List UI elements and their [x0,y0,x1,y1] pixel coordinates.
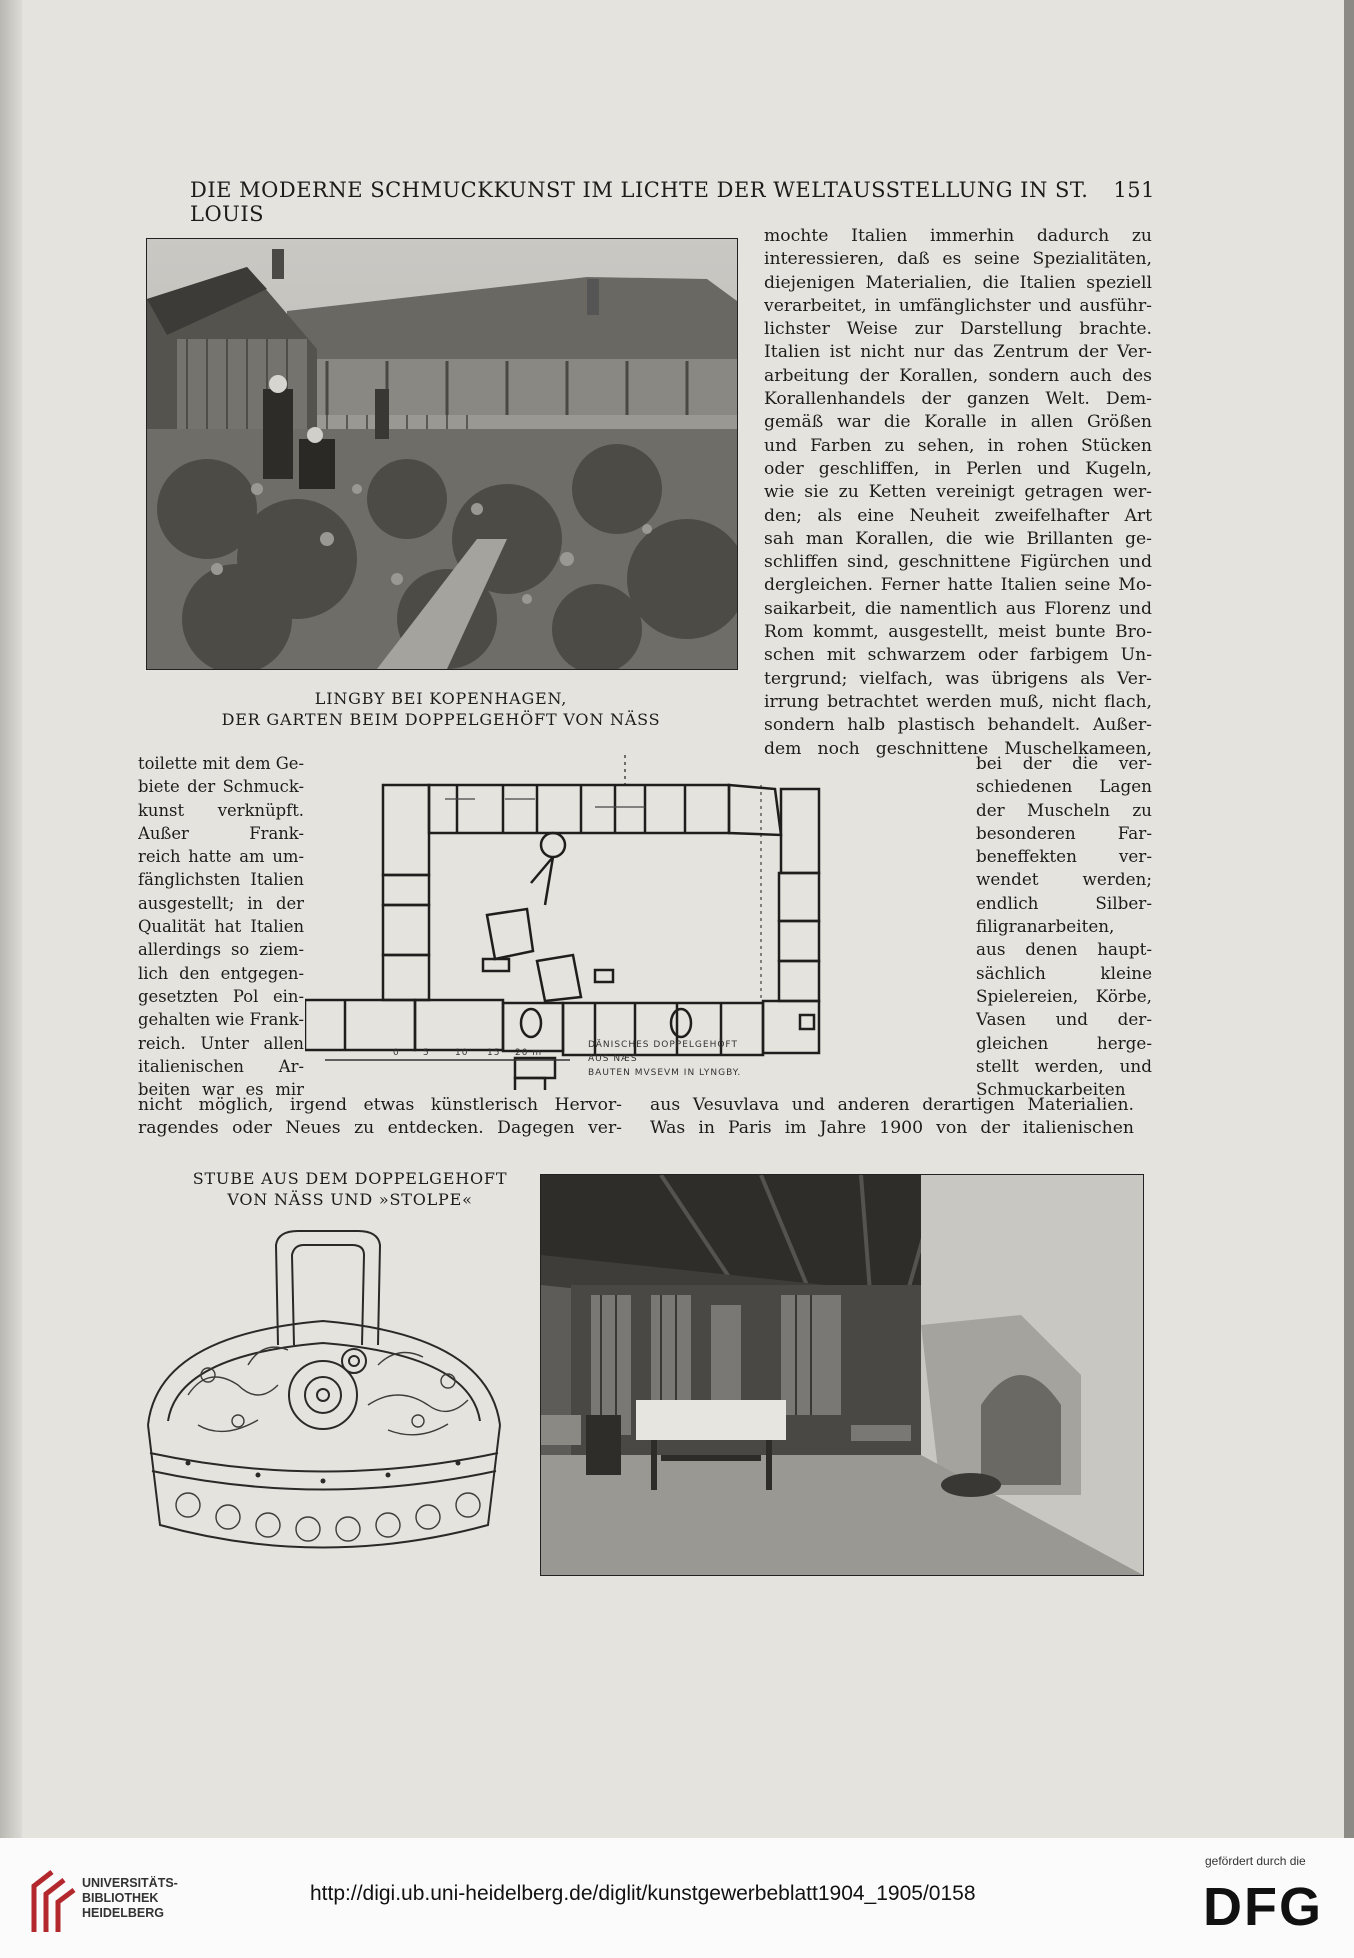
university-library-logo-icon [30,1866,76,1936]
page-edge [1344,0,1354,1838]
scale-tick: 15 [487,1048,501,1058]
text-line: beneffekten ver- [976,846,1152,867]
text-line: tergrund; vielfach, was übrigens als Ver- [764,668,1152,689]
text-line: endlich Silber- [976,892,1152,913]
text-line: allerdings so ziem- [138,940,304,960]
bottom-right-text [650,1094,1134,1141]
dfg-logo: DFG [1203,1877,1323,1937]
text-line: diejenigen Materialien, die Italien speziell [764,272,1152,293]
scale-tick: 5 [423,1048,430,1058]
text-line: bei der die ver- [976,753,1152,773]
text-line: Außer Frank- [138,823,304,843]
interior-photo-image [541,1175,1143,1575]
text-line: gleichen herge- [976,1032,1152,1053]
text-line: biete der Schmuck- [138,777,304,797]
text-line: reich. Unter allen [138,1033,304,1053]
stolpe-box-illustration [128,1225,518,1565]
bottom-left-text [138,1094,622,1141]
text-line: lichster Weise zur Darstellung brachte. [764,319,1152,340]
text-line: schiedenen Lagen [976,776,1152,797]
scale-tick: 10 [455,1048,469,1058]
page-spine-shadow [0,0,22,1838]
text-line: fänglichsten Italien [138,870,304,890]
text-line: mochte Italien immerhin dadurch zu [764,226,1152,246]
garden-caption-line: LINGBY BEI KOPENHAGEN, [314,689,568,708]
garden-photo-image [147,239,737,669]
running-header [190,178,1155,226]
stube-caption-line: VON NÄSS UND »STOLPE« [227,1190,473,1209]
text-line: gehalten wie Frank- [138,1010,304,1030]
text-line: aus denen haupt- [976,939,1152,960]
text-line: sächlich kleine [976,962,1152,983]
text-line: schen mit schwarzem oder farbigem Un- [764,645,1152,666]
text-line: Schmuckarbeiten [976,1079,1126,1100]
university-library-name [82,1876,178,1921]
interior-photo [540,1174,1144,1576]
text-line: reich hatte am um- [138,847,304,867]
library-name-line: UNIVERSITÄTS- [82,1876,178,1890]
text-line: lich den entgegen- [138,963,304,983]
text-line: dem noch geschnittene Muschelkameen, [764,738,1152,759]
text-line: wie sie zu Ketten vereinigt getragen wer- [764,482,1152,503]
text-line: Italien ist nicht nur das Zentrum der Ver- [764,342,1152,363]
text-line: oder geschliffen, in Perlen und Kugeln, [764,458,1152,479]
text-line: irrung betrachtet werden muß, nicht flach, [764,691,1152,712]
text-line: Korallenhandels der ganzen Welt. Dem- [764,389,1152,410]
plan-legend-line: BAUTEN MVSEVM IN LYNGBY. [588,1068,742,1078]
viewer-footer [0,1838,1354,1958]
stube-caption-line: STUBE AUS DEM DOPPELGEHOFT [192,1169,508,1188]
running-title: DIE MODERNE SCHMUCKKUNST IM LICHTE DER WELTAUSSTELLUNG IN ST. LOUIS [190,178,1089,226]
text-line: sondern halb plastisch behandelt. Außer- [764,715,1152,736]
garden-caption-line: DER GARTEN BEIM DOPPELGEHÖFT VON NÄSS [221,710,661,729]
stolpe-box-drawing [128,1225,518,1565]
text-line: und Farben zu sehen, in rohen Stücken [764,435,1152,456]
garden-photo [146,238,738,670]
funded-by-note: gefördert durch die [1205,1854,1306,1868]
text-line: Spielereien, Körbe, [976,985,1152,1006]
text-line: verarbeitet, in umfänglichster und ausführ- [764,295,1152,316]
text-line: schliffen sind, geschnittene Figürchen und [764,552,1152,573]
plan-legend-line: DÄNISCHES DOPPELGEHÖFT [588,1040,738,1050]
library-name-line: BIBLIOTHEK [82,1891,159,1905]
scale-tick: 0 [393,1048,400,1058]
plan-legend-line: AUS NÆS [588,1054,638,1064]
text-line: saikarbeit, die namentlich aus Florenz und [764,598,1152,619]
text-line: arbeitung der Korallen, sondern auch des [764,365,1152,386]
text-line: Qualität hat Italien [138,917,304,937]
garden-caption [146,688,736,730]
text-line: gesetzten Pol ein- [138,986,304,1006]
text-line: gemäß war die Koralle in allen Größen [764,412,1152,433]
text-line: filigranarbeiten, [976,916,1115,937]
text-line: wendet werden; [976,869,1152,890]
text-line: sah man Korallen, die wie Brillanten ge- [764,528,1152,549]
text-line: beiten war es mir [138,1080,304,1100]
text-line: stellt werden, und [976,1055,1152,1076]
floor-plan [305,755,985,1090]
text-line: aus Vesuvlava und anderen derartigen Materialien. [650,1095,1134,1115]
right-narrow-column [976,752,1152,1101]
text-line: nicht möglich, irgend etwas künstlerisch Hervor- [138,1095,622,1115]
page-number: 151 [1113,178,1155,202]
text-line: dergleichen. Ferner hatte Italien seine Mo- [764,575,1152,596]
text-line: der Muscheln zu [976,799,1152,820]
scale-tick: 20 m [515,1048,543,1058]
library-name-line: HEIDELBERG [82,1906,164,1920]
text-line: Was in Paris im Jahre 1900 von der italienischen [650,1118,1134,1139]
permalink-url[interactable]: http://digi.ub.uni-heidelberg.de/diglit/kunstgewerbeblatt1904_1905/0158 [310,1882,976,1905]
text-line: den; als eine Neuheit zweifelhafter Art [764,505,1152,526]
text-line: ausgestellt; in der [138,893,304,913]
text-line: italienischen Ar- [138,1056,304,1076]
text-line: interessieren, daß es seine Spezialitäten, [764,249,1152,270]
floor-plan-drawing [305,755,985,1090]
text-line: toilette mit dem Ge- [138,754,304,773]
text-line: besonderen Far- [976,822,1152,843]
stube-caption [150,1168,550,1210]
text-line: Vasen und der- [976,1009,1152,1030]
text-line: ragendes oder Neues zu entdecken. Dagegen ver- [138,1118,622,1139]
left-narrow-column [138,752,304,1101]
text-line: Rom kommt, ausgestellt, meist bunte Bro- [764,622,1152,643]
right-column-top [764,225,1152,761]
text-line: kunst verknüpft. [138,800,304,820]
